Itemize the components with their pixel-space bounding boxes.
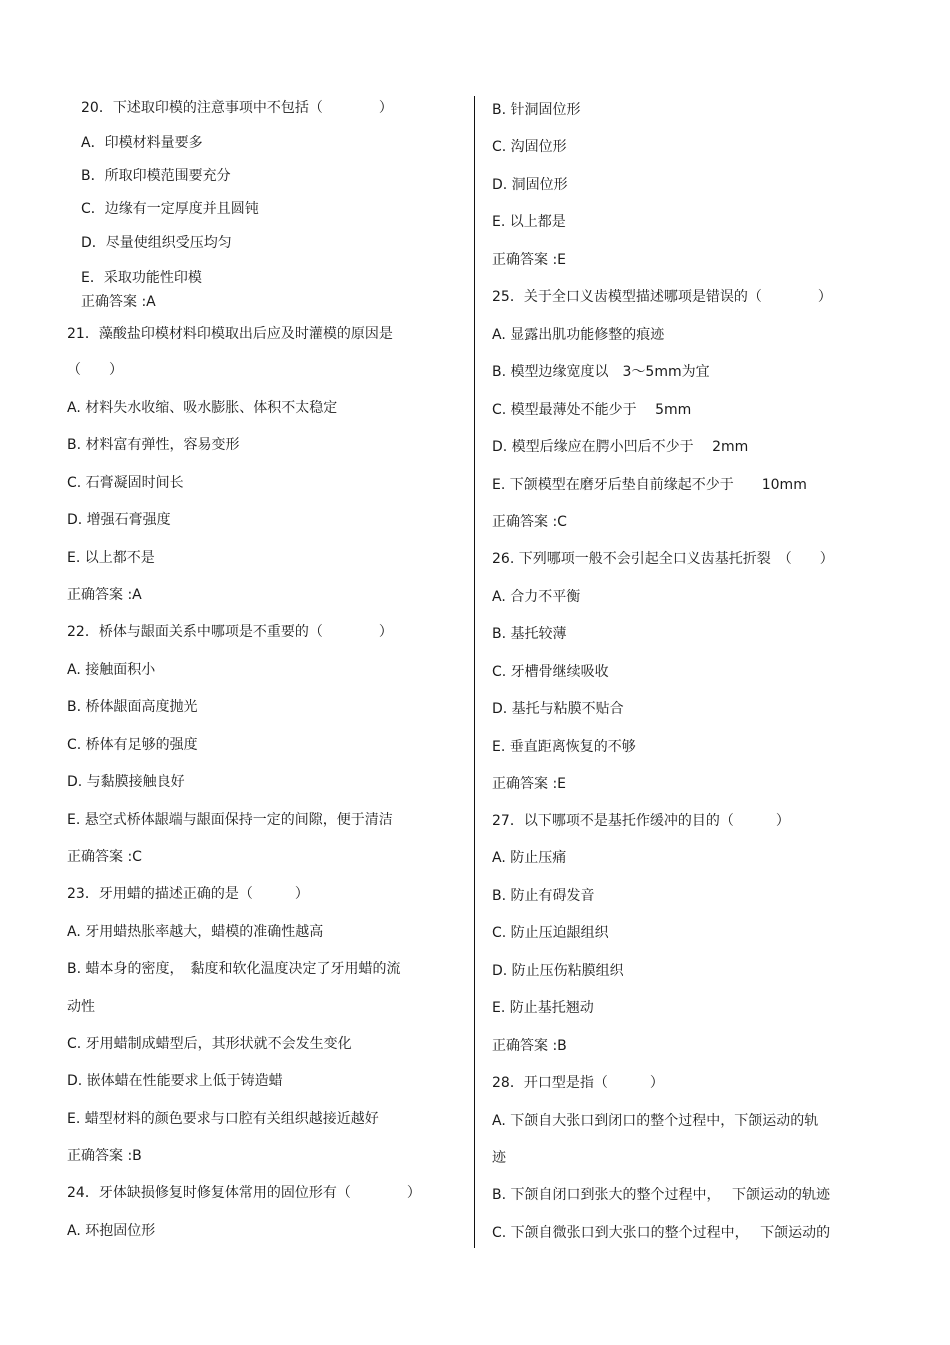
question-25-option-d: D. 模型后缘应在腭小凹后不少于 2mm bbox=[492, 439, 749, 455]
question-24-option-d: D. 洞固位形 bbox=[492, 177, 568, 193]
question-22-option-d: D. 与黏膜接触良好 bbox=[67, 774, 185, 790]
question-26-option-e: E. 垂直距离恢复的不够 bbox=[492, 739, 636, 755]
question-26-answer: 正确答案 :E bbox=[492, 776, 567, 792]
question-24-answer: 正确答案 :E bbox=[492, 252, 567, 268]
question-27-answer: 正确答案 :B bbox=[492, 1038, 567, 1054]
question-23-option-c: C. 牙用蜡制成蜡型后，其形状就不会发生变化 bbox=[67, 1036, 352, 1052]
question-26-option-b: B. 基托较薄 bbox=[492, 626, 567, 642]
question-22-option-a: A. 接触面积小 bbox=[67, 662, 156, 678]
question-20-answer: 正确答案 :A bbox=[81, 294, 156, 310]
question-22-option-b: B. 桥体龈面高度抛光 bbox=[67, 699, 198, 715]
question-23-option-b-cont: 动性 bbox=[67, 999, 95, 1015]
question-24-option-c: C. 沟固位形 bbox=[492, 139, 567, 155]
question-26-option-a: A. 合力不平衡 bbox=[492, 589, 581, 605]
question-27-option-e: E. 防止基托翘动 bbox=[492, 1000, 594, 1016]
question-27-option-d: D. 防止压伤粘膜组织 bbox=[492, 963, 624, 979]
question-27-option-a: A. 防止压痛 bbox=[492, 850, 567, 866]
question-25-stem: 25．关于全口义齿模型描述哪项是错误的（ ） bbox=[492, 289, 832, 305]
question-28-stem: 28．开口型是指（ ） bbox=[492, 1075, 664, 1091]
question-21-stem: 21．藻酸盐印模材料印模取出后应及时灌模的原因是 bbox=[67, 326, 393, 342]
question-23-option-b: B. 蜡本身的密度， 黏度和软化温度决定了牙用蜡的流 bbox=[67, 961, 401, 977]
question-24-stem: 24．牙体缺损修复时修复体常用的固位形有（ ） bbox=[67, 1185, 421, 1201]
question-26-option-d: D. 基托与粘膜不贴合 bbox=[492, 701, 624, 717]
question-20-option-c: C．边缘有一定厚度并且圆钝 bbox=[81, 201, 259, 217]
question-26-option-c: C. 牙槽骨继续吸收 bbox=[492, 664, 609, 680]
question-28-option-b: B. 下颌自闭口到张大的整个过程中， 下颌运动的轨迹 bbox=[492, 1187, 830, 1203]
question-25-option-b: B. 模型边缘宽度以 3～5mm为宜 bbox=[492, 364, 710, 380]
question-28-option-a-cont: 迹 bbox=[492, 1150, 506, 1166]
question-22-option-e: E. 悬空式桥体龈端与龈面保持一定的间隙，便于清洁 bbox=[67, 812, 393, 828]
question-26-stem: 26. 下列哪项一般不会引起全口义齿基托折裂 （ ） bbox=[492, 551, 834, 567]
question-25-option-c: C. 模型最薄处不能少于 5mm bbox=[492, 402, 692, 418]
question-24-option-a: A. 环抱固位形 bbox=[67, 1223, 156, 1239]
question-27-option-b: B. 防止有碍发音 bbox=[492, 888, 595, 904]
question-24-option-b: B. 针洞固位形 bbox=[492, 102, 581, 118]
question-25-answer: 正确答案 :C bbox=[492, 514, 567, 530]
question-20-option-a: A．印模材料量要多 bbox=[81, 135, 203, 151]
question-22-option-c: C. 桥体有足够的强度 bbox=[67, 737, 198, 753]
question-28-option-c: C. 下颌自微张口到大张口的整个过程中， 下颌运动的 bbox=[492, 1225, 831, 1241]
question-22-answer: 正确答案 :C bbox=[67, 849, 142, 865]
question-23-option-e: E. 蜡型材料的颜色要求与口腔有关组织越接近越好 bbox=[67, 1111, 379, 1127]
question-20-option-e: E．采取功能性印模 bbox=[81, 270, 202, 286]
question-23-answer: 正确答案 :B bbox=[67, 1148, 142, 1164]
question-21-option-e: E. 以上都不是 bbox=[67, 550, 155, 566]
question-21-option-d: D. 增强石膏强度 bbox=[67, 512, 171, 528]
question-20-stem: 20．下述取印模的注意事项中不包括（ ） bbox=[81, 100, 393, 116]
column-divider bbox=[474, 96, 475, 1248]
question-25-option-a: A. 显露出肌功能修整的痕迹 bbox=[492, 327, 665, 343]
question-20-option-b: B．所取印模范围要充分 bbox=[81, 168, 231, 184]
question-21-option-a: A. 材料失水收缩、吸水膨胀、体积不太稳定 bbox=[67, 400, 338, 416]
question-21-answer: 正确答案 :A bbox=[67, 587, 142, 603]
question-23-option-a: A. 牙用蜡热胀率越大，蜡模的准确性越高 bbox=[67, 924, 324, 940]
question-21-stem-cont: （ ） bbox=[67, 362, 123, 378]
question-21-option-c: C. 石膏凝固时间长 bbox=[67, 475, 184, 491]
question-22-stem: 22．桥体与龈面关系中哪项是不重要的（ ） bbox=[67, 624, 393, 640]
question-25-option-e: E. 下颌模型在磨牙后垫自前缘起不少于 10mm bbox=[492, 477, 807, 493]
question-23-option-d: D. 嵌体蜡在性能要求上低于铸造蜡 bbox=[67, 1073, 283, 1089]
question-27-stem: 27．以下哪项不是基托作缓冲的目的（ ） bbox=[492, 813, 790, 829]
question-21-option-b: B. 材料富有弹性，容易变形 bbox=[67, 437, 240, 453]
question-23-stem: 23．牙用蜡的描述正确的是（ ） bbox=[67, 886, 309, 902]
question-20-option-d: D．尽量使组织受压均匀 bbox=[81, 235, 232, 251]
question-28-option-a: A. 下颌自大张口到闭口的整个过程中，下颌运动的轨 bbox=[492, 1113, 819, 1129]
question-27-option-c: C. 防止压迫龈组织 bbox=[492, 925, 609, 941]
question-24-option-e: E. 以上都是 bbox=[492, 214, 566, 230]
